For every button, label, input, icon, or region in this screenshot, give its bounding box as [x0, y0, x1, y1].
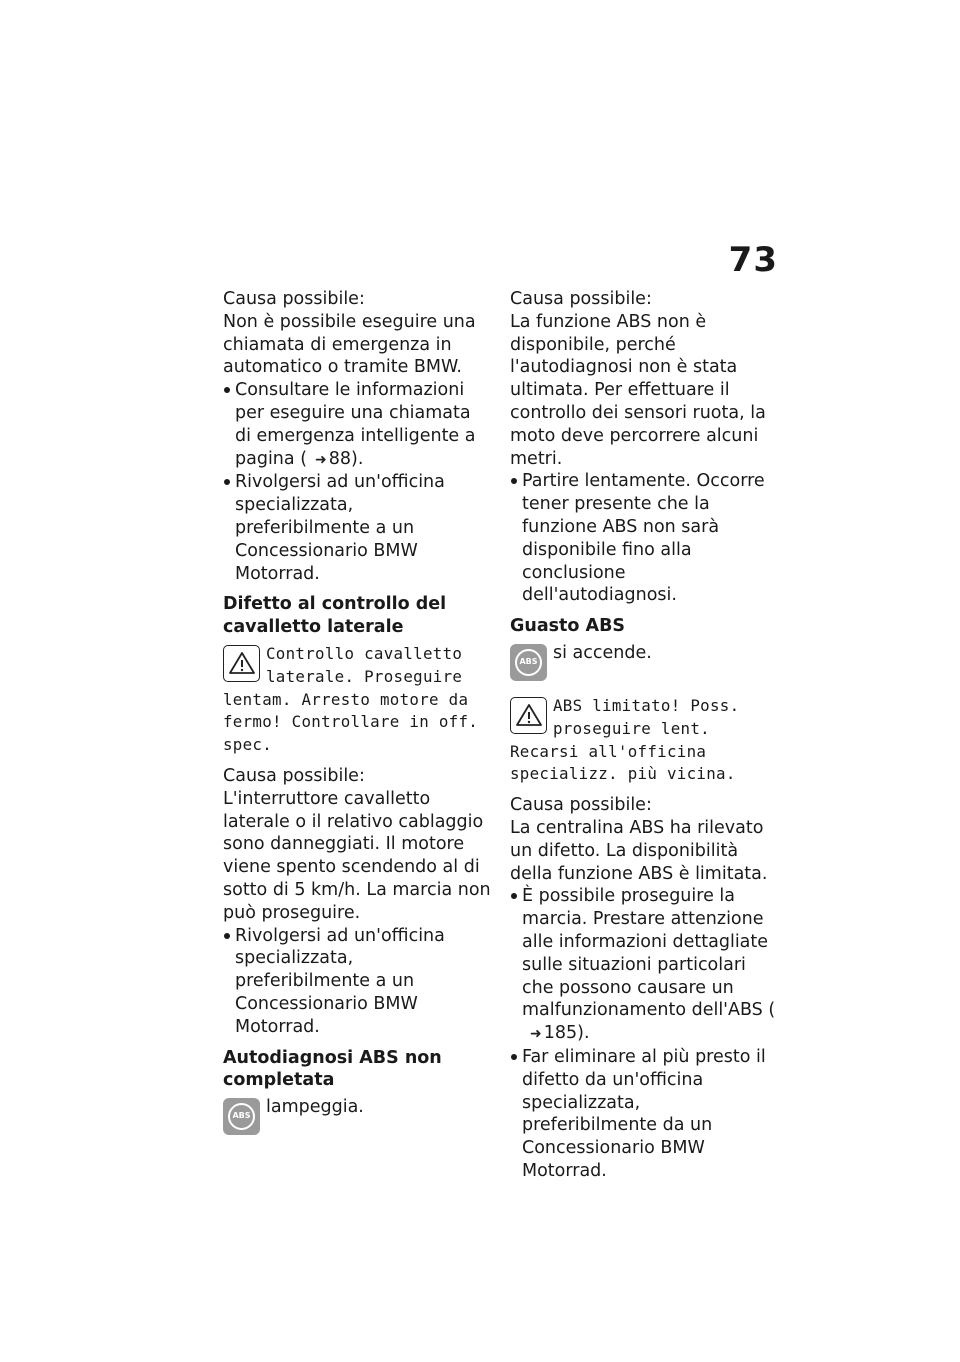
abs-warning-light-icon: ABS	[510, 644, 547, 681]
indicator-block	[510, 642, 780, 683]
warning-message-block	[510, 695, 780, 786]
list-item: Far eliminare al più presto il difetto da un'officina specializzata, preferibilmente da un Concessionario BMW Motorrad.	[510, 1046, 780, 1183]
left-column	[223, 288, 491, 1137]
section-heading-side-stand: Difetto al controllo del cavalletto laterale	[223, 594, 447, 638]
page-reference[interactable]: 88).	[328, 448, 364, 469]
page-reference-arrow-icon: ➜	[530, 1026, 542, 1043]
cause-label: Causa possibile:	[223, 765, 365, 786]
warning-message-block	[223, 643, 491, 757]
list-item: Partire lentamente. Occorre tener presente che la funzione ABS non sarà disponibile fino alla conclusione dell'autodiagnosi.	[510, 470, 780, 607]
list-item: È possibile proseguire la marcia. Prestare attenzione alle informazioni dettagliate sulle situazioni particolari che possono causare un malfunzionamento dell'ABS (➜ 185).	[510, 885, 780, 1046]
cause-text: La funzione ABS non è disponibile, perché l'autodiagnosi non è stata ultimata. Per effettuare il controllo dei sensori ruota, la moto deve percorrere alcuni metri.	[510, 311, 766, 469]
bullet-list	[510, 470, 780, 607]
cause-label: Causa possibile:	[510, 795, 652, 816]
bullet-list	[223, 379, 491, 585]
page-reference[interactable]: 185).	[543, 1023, 590, 1044]
section-heading-abs-fault: Guasto ABS	[510, 616, 626, 637]
cause-text: Non è possibile eseguire una chiamata di emergenza in automatico o tramite BMW.	[223, 311, 476, 378]
section-heading-abs-selfdiag: Autodiagnosi ABS non completata	[223, 1047, 442, 1091]
display-message: ABS limitato! Poss. proseguire lent. Recarsi all'officina specializz. più vicina.	[510, 695, 740, 784]
warning-triangle-icon	[510, 697, 547, 734]
right-column	[510, 288, 780, 1183]
indicator-status: lampeggia.	[266, 1097, 364, 1118]
cause-text: L'interruttore cavalletto laterale o il relativo cablaggio sono danneggiati. Il motore viene spento scendendo al di sotto di 5 km/h. La marcia non può proseguire.	[223, 788, 491, 923]
cause-label: Causa possibile:	[510, 289, 652, 309]
cause-label: Causa possibile:	[223, 289, 365, 309]
indicator-block	[223, 1096, 491, 1137]
bullet-list	[223, 925, 491, 1039]
cause-text: La centralina ABS ha rilevato un difetto. La disponibilità della funzione ABS è limitata.	[510, 817, 768, 884]
warning-triangle-icon	[223, 645, 260, 682]
page-reference-arrow-icon: ➜	[315, 451, 327, 468]
page-number: 73	[728, 240, 778, 280]
bullet-list	[510, 885, 780, 1182]
list-item: Rivolgersi ad un'officina specializzata, preferibilmente a un Concessionario BMW Motorrad.	[223, 471, 491, 585]
list-item: Consultare le informazioni per eseguire una chiamata di emergenza intelligente a pagina ( ➜ 88).	[223, 379, 491, 471]
abs-warning-light-icon: ABS	[223, 1098, 260, 1135]
indicator-status: si accende.	[553, 642, 652, 663]
list-item: Rivolgersi ad un'officina specializzata, preferibilmente a un Concessionario BMW Motorrad.	[223, 925, 491, 1039]
display-message: Controllo cavalletto laterale. Proseguire lentam. Arresto motore da fermo! Controllare in off. spec.	[223, 643, 479, 755]
